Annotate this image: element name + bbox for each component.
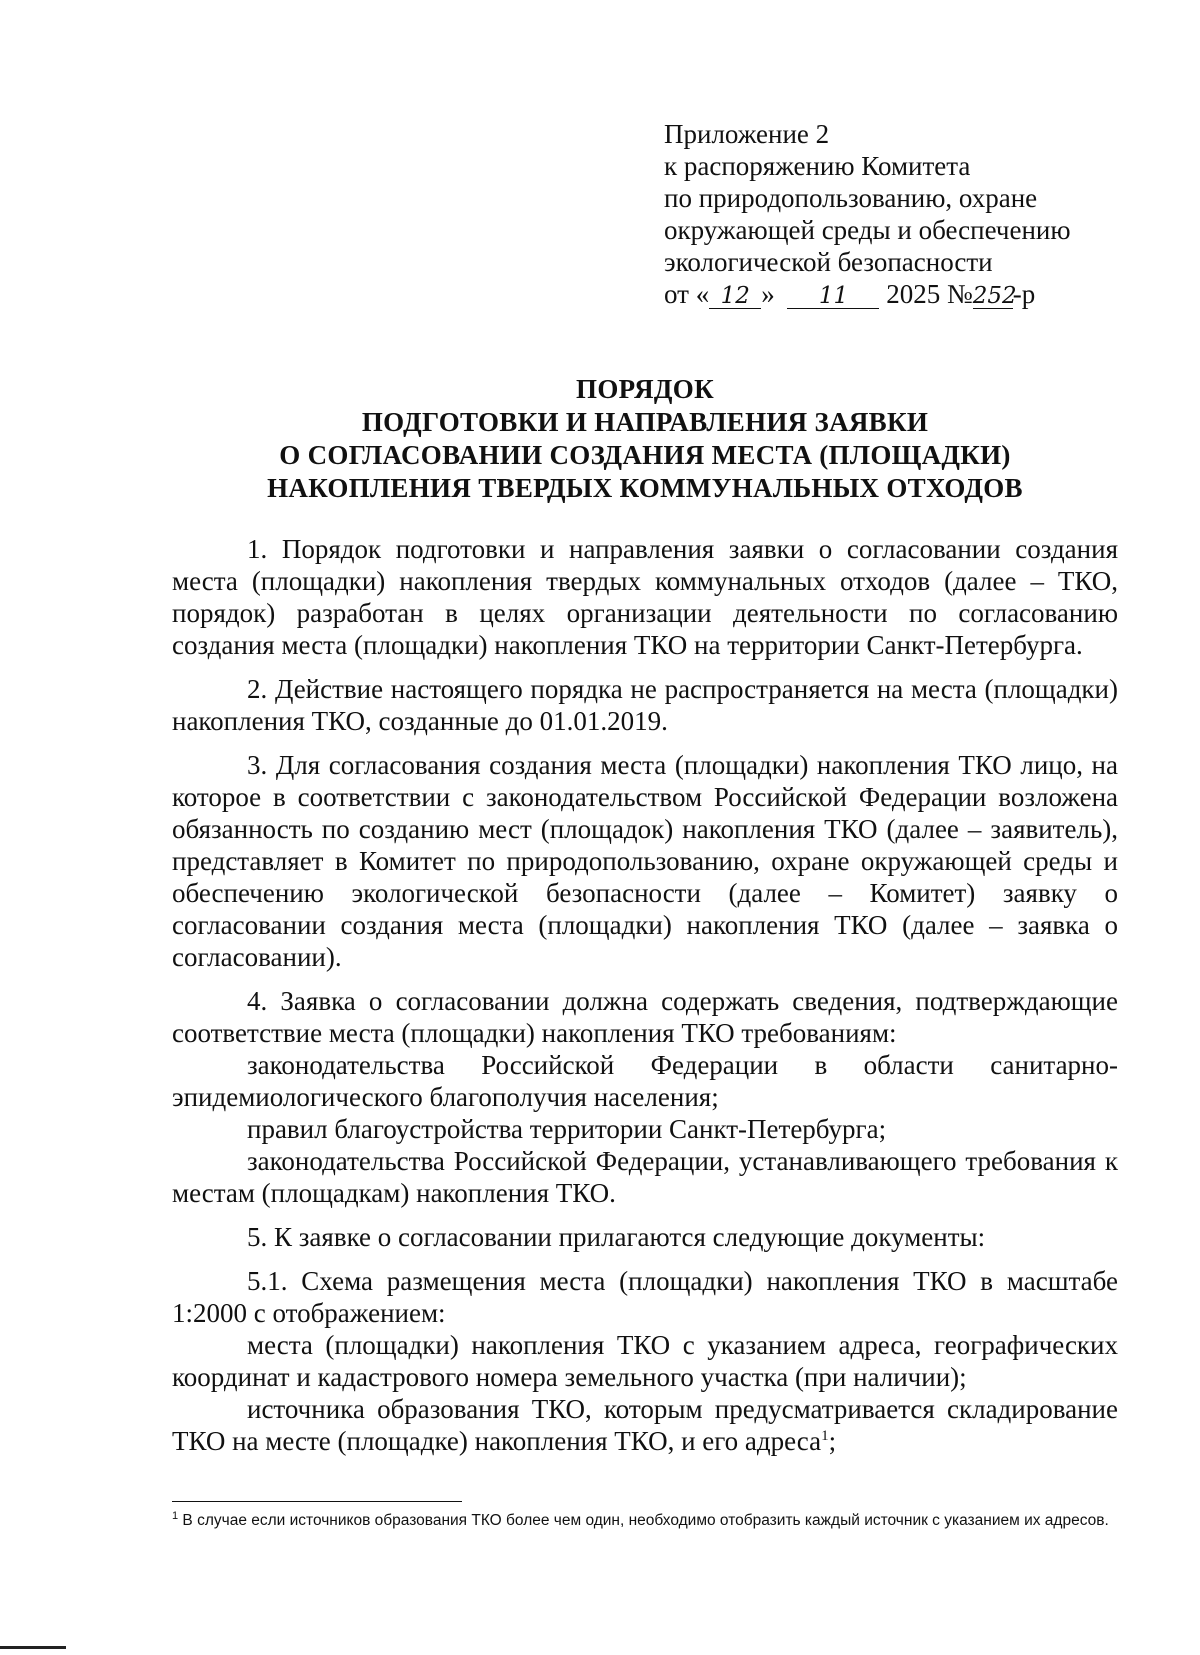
title-line: О СОГЛАСОВАНИИ СОЗДАНИЯ МЕСТА (ПЛОЩАДКИ) — [279, 440, 1011, 470]
title-line: ПОРЯДОК — [576, 374, 714, 404]
paragraph-4-item-c: законодательства Российской Федерации, устанавливающего требования к местам (площадкам) накопления ТКО. — [172, 1146, 1118, 1208]
handwritten-number: 252 — [972, 283, 1017, 309]
footnote-marker: 1 — [172, 1509, 179, 1522]
paragraph-4-item-b: правил благоустройства территории Санкт-Петербурга; — [247, 1114, 887, 1144]
paragraph-5-1-item-b-text: источника образования ТКО, которым предусматривается складирование ТКО на месте (площадке) накопления ТКО, и его адреса — [172, 1394, 1118, 1456]
handwritten-month: 11 — [787, 284, 879, 309]
paragraph-5: 5. К заявке о согласовании прилагаются следующие документы: — [247, 1222, 986, 1252]
number-suffix: -р — [1012, 279, 1036, 309]
footnote-divider — [172, 1501, 462, 1502]
paragraph-5-1-item-a: места (площадки) накопления ТКО с указанием адреса, географических координат и кадастрового номера земельного участка (при наличии); — [172, 1330, 1118, 1392]
date-close: » — [761, 279, 775, 309]
date-year: 2025 — [886, 279, 941, 309]
appendix-line: Приложение 2 — [664, 119, 830, 149]
paragraph-3: 3. Для согласования создания места (площадки) накопления ТКО лицо, на которое в соответствии с законодательством Российской Федерации возложена обязанность по созданию мест (площадок) накопления ТКО (далее – заявитель), представляет в Комитет по природопользованию, охране окружающей среды и обеспечению экологической безопасности (далее – Комитет) заявку о согласовании создания места (площадки) накопления ТКО (далее – заявка о согласовании). — [172, 750, 1118, 972]
appendix-line: к распоряжению Комитета — [664, 151, 971, 181]
footnote-reference[interactable]: 1 — [821, 1428, 829, 1444]
appendix-line: экологической безопасности — [664, 247, 993, 277]
footnote-text: В случае если источников образования ТКО более чем один, необходимо отобразить каждый источник с указанием их адресов. — [178, 1512, 1109, 1529]
appendix-block — [664, 118, 1071, 310]
handwritten-day: 12 — [709, 284, 761, 309]
paragraph-5-1-item-b-end: ; — [828, 1426, 837, 1456]
footnote — [172, 1510, 1118, 1531]
scan-edge-mark — [0, 1646, 66, 1649]
paragraph-5-1: 5.1. Схема размещения места (площадки) накопления ТКО в масштабе 1:2000 с отображением: — [172, 1266, 1118, 1328]
title-line: ПОДГОТОВКИ И НАПРАВЛЕНИЯ ЗАЯВКИ — [361, 407, 929, 437]
document-title — [172, 373, 1118, 505]
number-sign: № — [946, 279, 973, 309]
paragraph-5-1-item-b — [172, 1393, 1118, 1457]
paragraph-1: 1. Порядок подготовки и направления заявки о согласовании создания места (площадки) накопления твердых коммунальных отходов (далее – ТКО, порядок) разработан в целях организации деятельности по согласованию создания места (площадки) накопления ТКО на территории Санкт-Петербурга. — [172, 534, 1118, 660]
appendix-line: окружающей среды и обеспечению — [664, 215, 1071, 245]
paragraph-4-item-a: законодательства Российской Федерации в области санитарно-эпидемиологического благополучия населения; — [172, 1050, 1118, 1112]
title-line: НАКОПЛЕНИЯ ТВЕРДЫХ КОММУНАЛЬНЫХ ОТХОДОВ — [267, 473, 1023, 503]
paragraph-4: 4. Заявка о согласовании должна содержать сведения, подтверждающие соответствие места (площадки) накопления ТКО требованиям: — [172, 986, 1118, 1048]
appendix-date-line — [664, 278, 1071, 310]
paragraph-2: 2. Действие настоящего порядка не распространяется на места (площадки) накопления ТКО, созданные до 01.01.2019. — [172, 674, 1118, 736]
date-prefix: от « — [664, 279, 710, 309]
appendix-line: по природопользованию, охране — [664, 183, 1038, 213]
document-body — [172, 533, 1118, 1457]
